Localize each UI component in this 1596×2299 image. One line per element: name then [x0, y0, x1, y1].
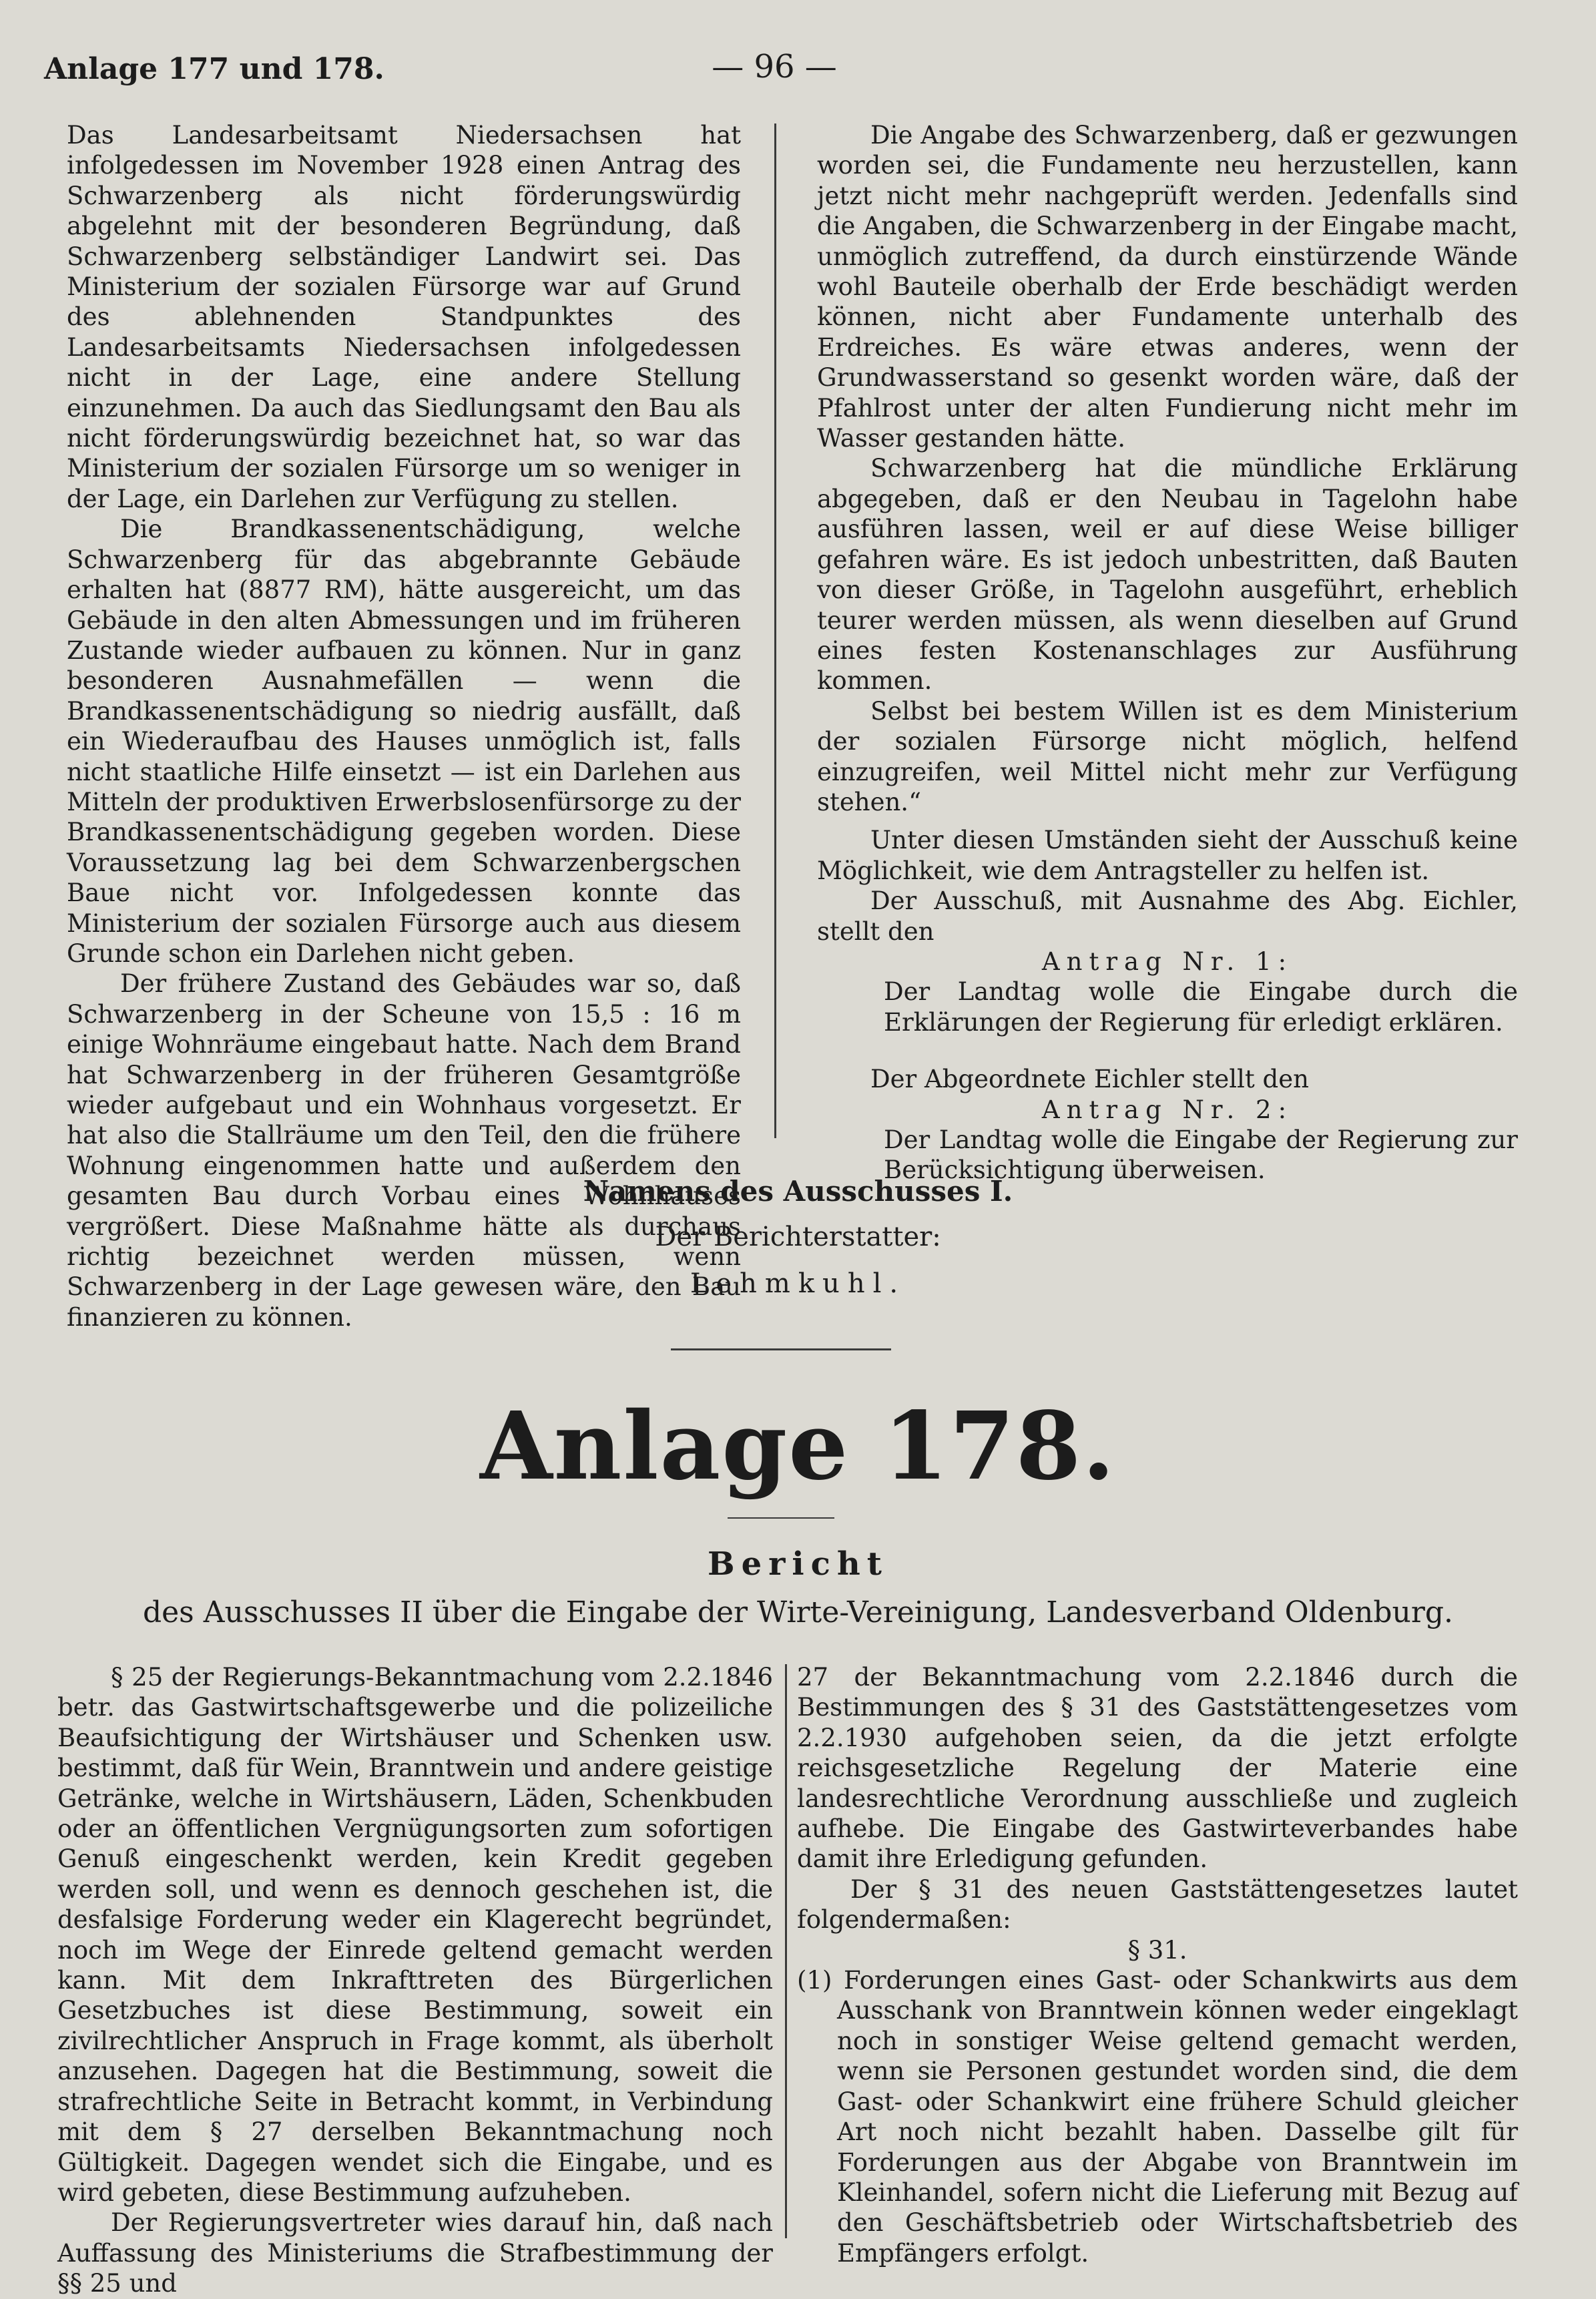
column-divider [785, 1664, 787, 2238]
lower-right-column [797, 1662, 1518, 2268]
paragraph: 27 der Bekanntmachung vom 2.2.1846 durch die Bestimmungen des § 31 des Gaststättengesetzes vom 2.2.1930 aufgehoben seien, da die jetzt erfolgte reichsgesetzliche Regelung der Materie eine landesrechtliche Verordnung ausschließe und zugleich aufhebe. Die Eingabe des Gastwirteverbandes habe damit ihre Erledigung gefunden. [797, 1663, 1518, 1874]
paragraph: Das Landesarbeitsamt Niedersachsen hat infolgedessen im November 1928 einen Antrag des Schwarzenberg als nicht förderungswürdig abgelehnt mit der besonderen Begründung, daß Schwarzenberg selbständiger Landwirt sei. Das Ministerium der sozialen Fürsorge war auf Grund des ablehnenden Standpunktes des Landesarbeitsamts Niedersachsen infolgedessen nicht in der Lage, eine andere Stellung einzunehmen. Da auch das Siedlungsamt den Bau als nicht förderungswürdig bezeichnet hat, so war das Ministerium der sozialen Fürsorge um so weniger in der Lage, ein Darlehen zur Verfügung zu stellen. [67, 121, 741, 513]
signoff-name: Lehmkuhl. [690, 1268, 906, 1299]
running-header: Anlage 177 und 178. [44, 52, 384, 86]
paragraph: Unter diesen Umständen sieht der Ausschuß keine Möglichkeit, wie dem Antragsteller zu helfen ist. [817, 826, 1518, 885]
section-heading: § 31. [1127, 1935, 1187, 1965]
paragraph: Der § 31 des neuen Gaststättengesetzes lautet folgendermaßen: [797, 1874, 1518, 1935]
paragraph: Schwarzenberg hat die mündliche Erklärung abgegeben, daß er den Neubau in Tagelohn habe ausführen lassen, weil er auf diese Weise billiger gefahren wäre. Es ist jedoch unbestritten, daß Bauten von dieser Größe, in Tagelohn ausgeführt, erheblich teurer werden müssen, als wenn dieselben auf Grund eines festen Kostenanschlages zur Ausführung kommen. [817, 454, 1518, 696]
antrag-1-heading: Antrag Nr. 1: [1041, 947, 1294, 976]
page-number: — 96 — [712, 48, 837, 85]
antrag-1-text: Der Landtag wolle die Eingabe durch die Erklärungen der Regierung für erledigt erklären. [884, 977, 1518, 1037]
paragraph: Die Angabe des Schwarzenberg, daß er gezwungen worden sei, die Fundamente neu herzustellen, kann jetzt nicht mehr nachgeprüft werden. Jedenfalls sind die Angaben, die Schwarzenberg in der Eingabe macht, unmöglich zutreffend, da durch einstürzende Wände wohl Bauteile oberhalb der Erde beschädigt werden können, nicht aber Fundamente unterhalb des Erdreiches. Es wäre etwas anderes, wenn der Grundwasserstand so gesenkt worden wäre, daß der Pfahlrost unter der alten Fundierung nicht mehr im Wasser gestanden hätte. [817, 121, 1518, 453]
upper-left-column [67, 120, 741, 1332]
paragraph: Der Ausschuß, mit Ausnahme des Abg. Eichler, stellt den [817, 886, 1518, 946]
signoff-committee: Namens des Ausschusses I. [583, 1175, 1013, 1208]
lower-left-column [57, 1662, 773, 2299]
antrag-2-heading: Antrag Nr. 2: [1041, 1095, 1294, 1124]
column-divider [774, 123, 776, 1138]
paragraph: Selbst bei bestem Willen ist es dem Ministerium der sozialen Fürsorge nicht möglich, helfend einzugreifen, weil Mittel nicht mehr zur Verfügung stehen.“ [817, 696, 1518, 816]
signoff-role: Der Berichterstatter: [655, 1222, 941, 1252]
anlage-title: Anlage 178. [480, 1392, 1116, 1501]
paragraph: Der frühere Zustand des Gebäudes war so, daß Schwarzenberg in der Scheune von 15,5 : 16 m einige Wohnräume eingebaut hatte. Nach dem Brand hat Schwarzenberg in der früheren Gesamtgröße wieder aufgebaut und ein Wohnhaus vorgesetzt. Er hat also die Stallräume um den Teil, den die frühere Wohnung eingenommen hatte und außerdem den gesamten Bau durch Vorbau eines Wohnhauses vergrößert. Diese Maßnahme hätte als durchaus richtig bezeichnet werden müssen, wenn Schwarzenberg in der Lage gewesen wäre, den Bau finanzieren zu können. [67, 969, 741, 1332]
upper-right-column [817, 120, 1518, 1186]
bericht-heading: Bericht [708, 1545, 888, 1583]
title-divider [728, 1517, 834, 1519]
section-text: (1) Forderungen eines Gast- oder Schankwirts aus dem Ausschank von Branntwein können weder eingeklagt noch in sonstiger Weise geltend gemacht werden, wenn sie Personen gestundet worden sind, die dem Gast- oder Schankwirt eine frühere Schuld gleicher Art noch nicht bezahlt haben. Dasselbe gilt für Forderungen aus der Abgabe von Branntwein im Kleinhandel, sofern nicht die Lieferung mit Bezug auf den Geschäftsbetrieb oder Wirtschaftsbetrieb des Empfängers erfolgt. [797, 1966, 1518, 2268]
paragraph: Die Brandkassenentschädigung, welche Schwarzenberg für das abgebrannte Gebäude erhalten hat (8877 RM), hätte ausgereicht, um das Gebäude in den alten Abmessungen und im früheren Zustande wieder aufbauen zu können. Nur in ganz besonderen Ausnahmefällen — wenn die Brandkassenentschädigung so niedrig ausfällt, daß ein Wiederaufbau des Hauses unmöglich ist, falls nicht staatliche Hilfe einsetzt — ist ein Darlehen aus Mitteln der produktiven Erwerbslosenfürsorge zu der Brandkassenentschädigung gegeben worden. Diese Voraussetzung lag bei dem Schwarzenbergschen Baue nicht vor. Infolgedessen konnte das Ministerium der sozialen Fürsorge auch aus diesem Grunde schon ein Darlehen nicht geben. [67, 515, 741, 968]
eichler-line: Der Abgeordnete Eichler stellt den [870, 1065, 1309, 1094]
paragraph: Der Regierungsvertreter wies darauf hin, daß nach Auffassung des Ministeriums die Strafbestimmung der §§ 25 und [57, 2208, 773, 2298]
paragraph: § 25 der Regierungs-Bekanntmachung vom 2.2.1846 betr. das Gastwirtschaftsgewerbe und die polizeiliche Beaufsichtigung der Wirtshäuser und Schenken usw. bestimmt, daß für Wein, Branntwein und andere geistige Getränke, welche in Wirtshäusern, Läden, Schenkbuden oder an öffentlichen Vergnügungsorten zum sofortigen Genuß eingeschenkt werden, kein Kredit gegeben werden soll, und wenn es dennoch geschehen ist, die desfalsige Forderung weder ein Klagerecht begründet, noch im Wege der Einrede geltend gemacht werden kann. Mit dem Inkrafttreten des Bürgerlichen Gesetzbuches ist diese Bestimmung, soweit ein zivilrechtlicher Anspruch in Frage kommt, als überholt anzusehen. Dagegen hat die Bestimmung, soweit die strafrechtliche Seite in Betracht kommt, in Verbindung mit dem § 27 derselben Bekanntmachung noch Gültigkeit. Dagegen wendet sich die Eingabe, und es wird gebeten, diese Bestimmung aufzuheben. [57, 1663, 773, 2207]
antrag-2-text: Der Landtag wolle die Eingabe der Regierung zur Berücksichtigung überweisen. [884, 1125, 1518, 1185]
bericht-subtitle: des Ausschusses II über die Eingabe der Wirte-Vereinigung, Landesverband Oldenburg. [142, 1595, 1454, 1629]
section-divider [671, 1348, 891, 1350]
